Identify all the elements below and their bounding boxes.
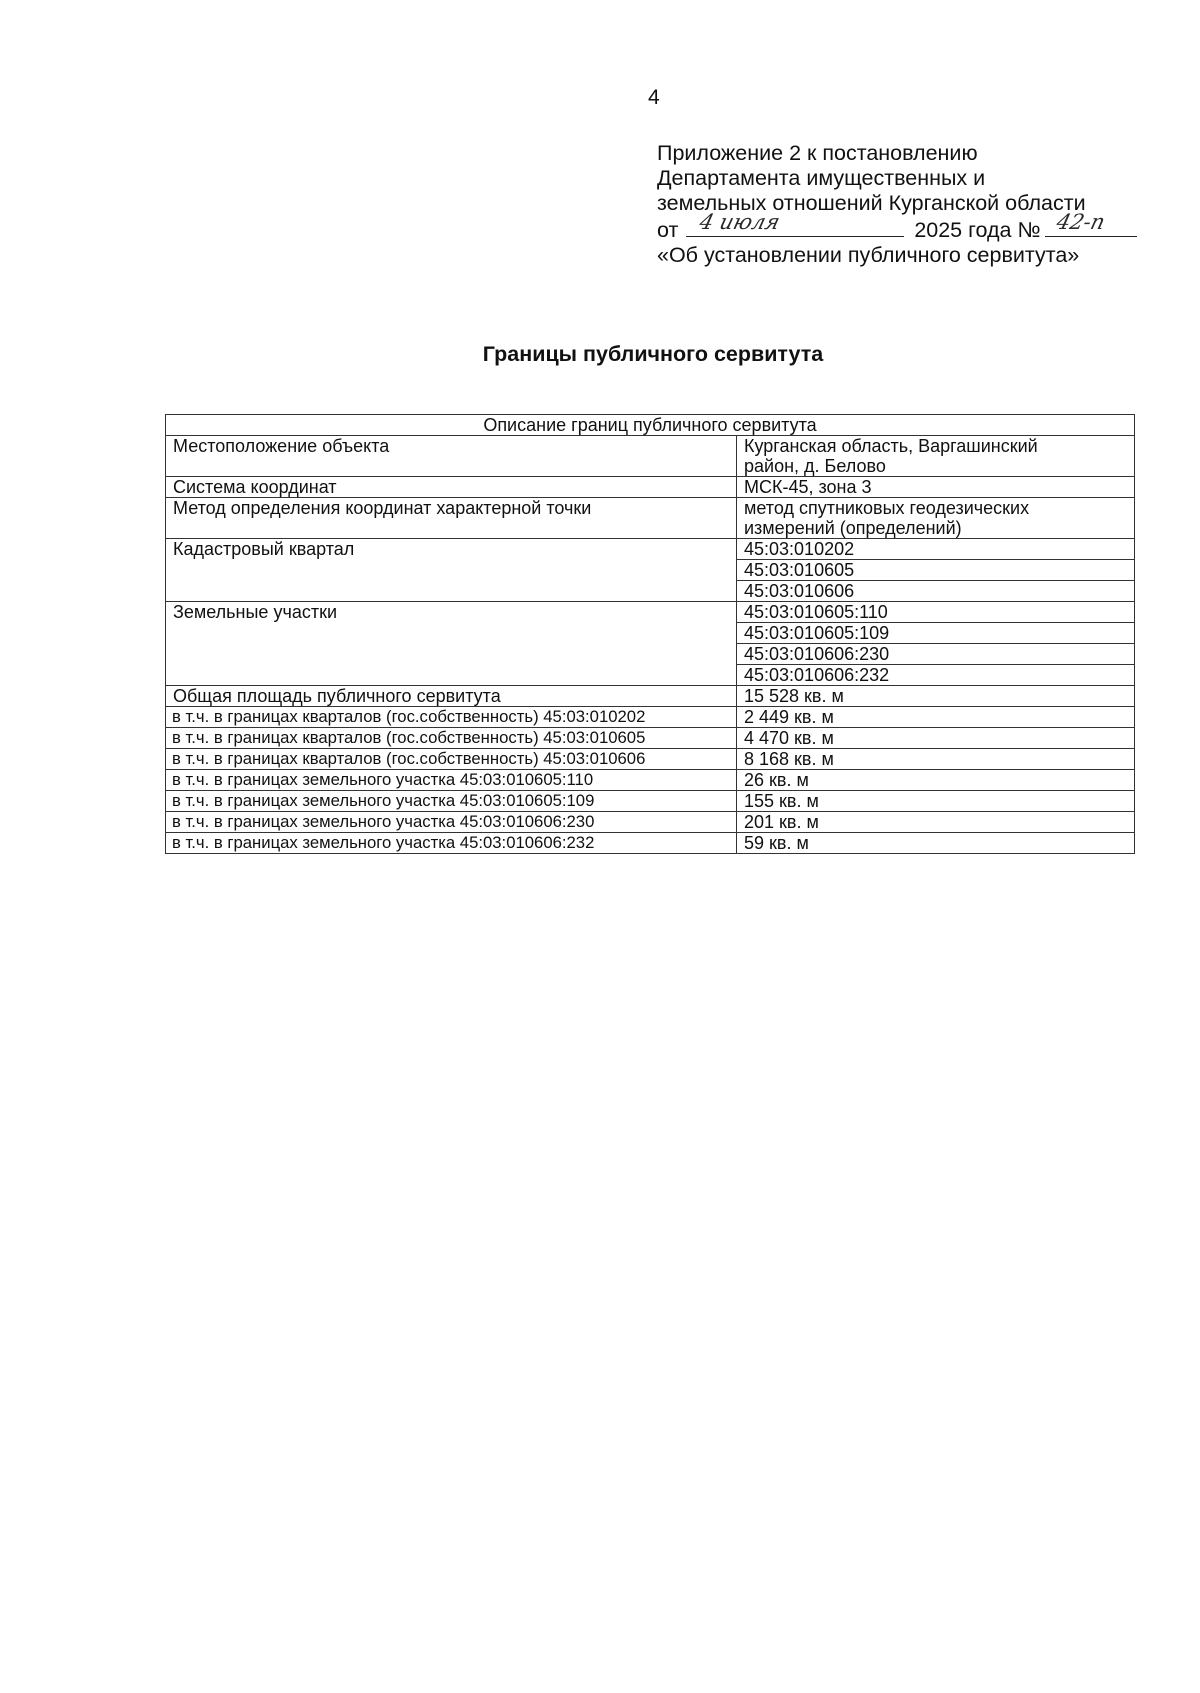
date-prefix: от [657, 218, 679, 242]
table-row [166, 539, 1135, 560]
table-header-row [166, 415, 1135, 436]
table-row [166, 498, 1135, 539]
location-value-line-2: район, д. Белово [744, 456, 886, 476]
table-row [166, 477, 1135, 498]
area-row-label: в т.ч. в границах кварталов (гос.собственность) 45:03:010202 [166, 707, 737, 728]
table-row [166, 749, 1135, 770]
land-plot-value: 45:03:010605:109 [737, 623, 1135, 644]
area-row-label: в т.ч. в границах земельного участка 45:03:010606:232 [166, 833, 737, 854]
location-value [737, 436, 1135, 477]
area-row-value: 155 кв. м [737, 791, 1135, 812]
area-row-value: 26 кв. м [737, 770, 1135, 791]
date-blank [686, 210, 904, 237]
table-row [166, 707, 1135, 728]
number-blank [1045, 210, 1137, 237]
area-row-label: в т.ч. в границах кварталов (гос.собственность) 45:03:010606 [166, 749, 737, 770]
area-row-label: в т.ч. в границах кварталов (гос.собственность) 45:03:010605 [166, 728, 737, 749]
coordinate-system-label: Система координат [166, 477, 737, 498]
area-row-value: 59 кв. м [737, 833, 1135, 854]
area-row-value: 4 470 кв. м [737, 728, 1135, 749]
method-value-line-1: метод спутниковых геодезических [744, 498, 1030, 518]
location-label: Местоположение объекта [166, 436, 737, 477]
method-value [737, 498, 1135, 539]
land-plots-label: Земельные участки [166, 602, 737, 686]
table-row [166, 728, 1135, 749]
location-value-line-1: Курганская область, Варгашинский [744, 436, 1038, 456]
appendix-block [657, 141, 1137, 268]
page-number: 4 [648, 86, 660, 109]
area-row-label: в т.ч. в границах земельного участка 45:03:010605:110 [166, 770, 737, 791]
land-plot-value: 45:03:010605:110 [737, 602, 1135, 623]
cadastral-quarter-value: 45:03:010605 [737, 560, 1135, 581]
area-row-label: в т.ч. в границах земельного участка 45:03:010606:230 [166, 812, 737, 833]
table-row [166, 686, 1135, 707]
area-row-value: 8 168 кв. м [737, 749, 1135, 770]
table-row [166, 436, 1135, 477]
total-area-value: 15 528 кв. м [737, 686, 1135, 707]
total-area-label: Общая площадь публичного сервитута [166, 686, 737, 707]
table-header: Описание границ публичного сервитута [166, 415, 1135, 436]
table-row [166, 791, 1135, 812]
document-title: Границы публичного сервитута [482, 342, 824, 366]
land-plot-value: 45:03:010606:232 [737, 665, 1135, 686]
handwritten-date: 4 июля [697, 210, 783, 234]
handwritten-number: 42-п [1053, 210, 1107, 234]
method-label: Метод определения координат характерной точки [166, 498, 737, 539]
appendix-line-3: земельных отношений Курганской области [657, 191, 1086, 215]
coordinate-system-value: МСК-45, зона 3 [737, 477, 1135, 498]
method-value-line-2: измерений (определений) [744, 518, 962, 538]
table-row [166, 602, 1135, 623]
year-text: 2025 года № [914, 218, 1041, 242]
servitude-table [165, 414, 1135, 854]
appendix-date-line [657, 210, 1137, 243]
appendix-line-1: Приложение 2 к постановлению [657, 141, 978, 165]
appendix-line-5: «Об установлении публичного сервитута» [657, 243, 1080, 267]
cadastral-quarter-label: Кадастровый квартал [166, 539, 737, 602]
table-row [166, 833, 1135, 854]
area-row-value: 2 449 кв. м [737, 707, 1135, 728]
area-row-value: 201 кв. м [737, 812, 1135, 833]
table-row [166, 812, 1135, 833]
appendix-line-2: Департамента имущественных и [657, 166, 986, 190]
land-plot-value: 45:03:010606:230 [737, 644, 1135, 665]
cadastral-quarter-value: 45:03:010606 [737, 581, 1135, 602]
table-row [166, 770, 1135, 791]
area-row-label: в т.ч. в границах земельного участка 45:03:010605:109 [166, 791, 737, 812]
cadastral-quarter-value: 45:03:010202 [737, 539, 1135, 560]
